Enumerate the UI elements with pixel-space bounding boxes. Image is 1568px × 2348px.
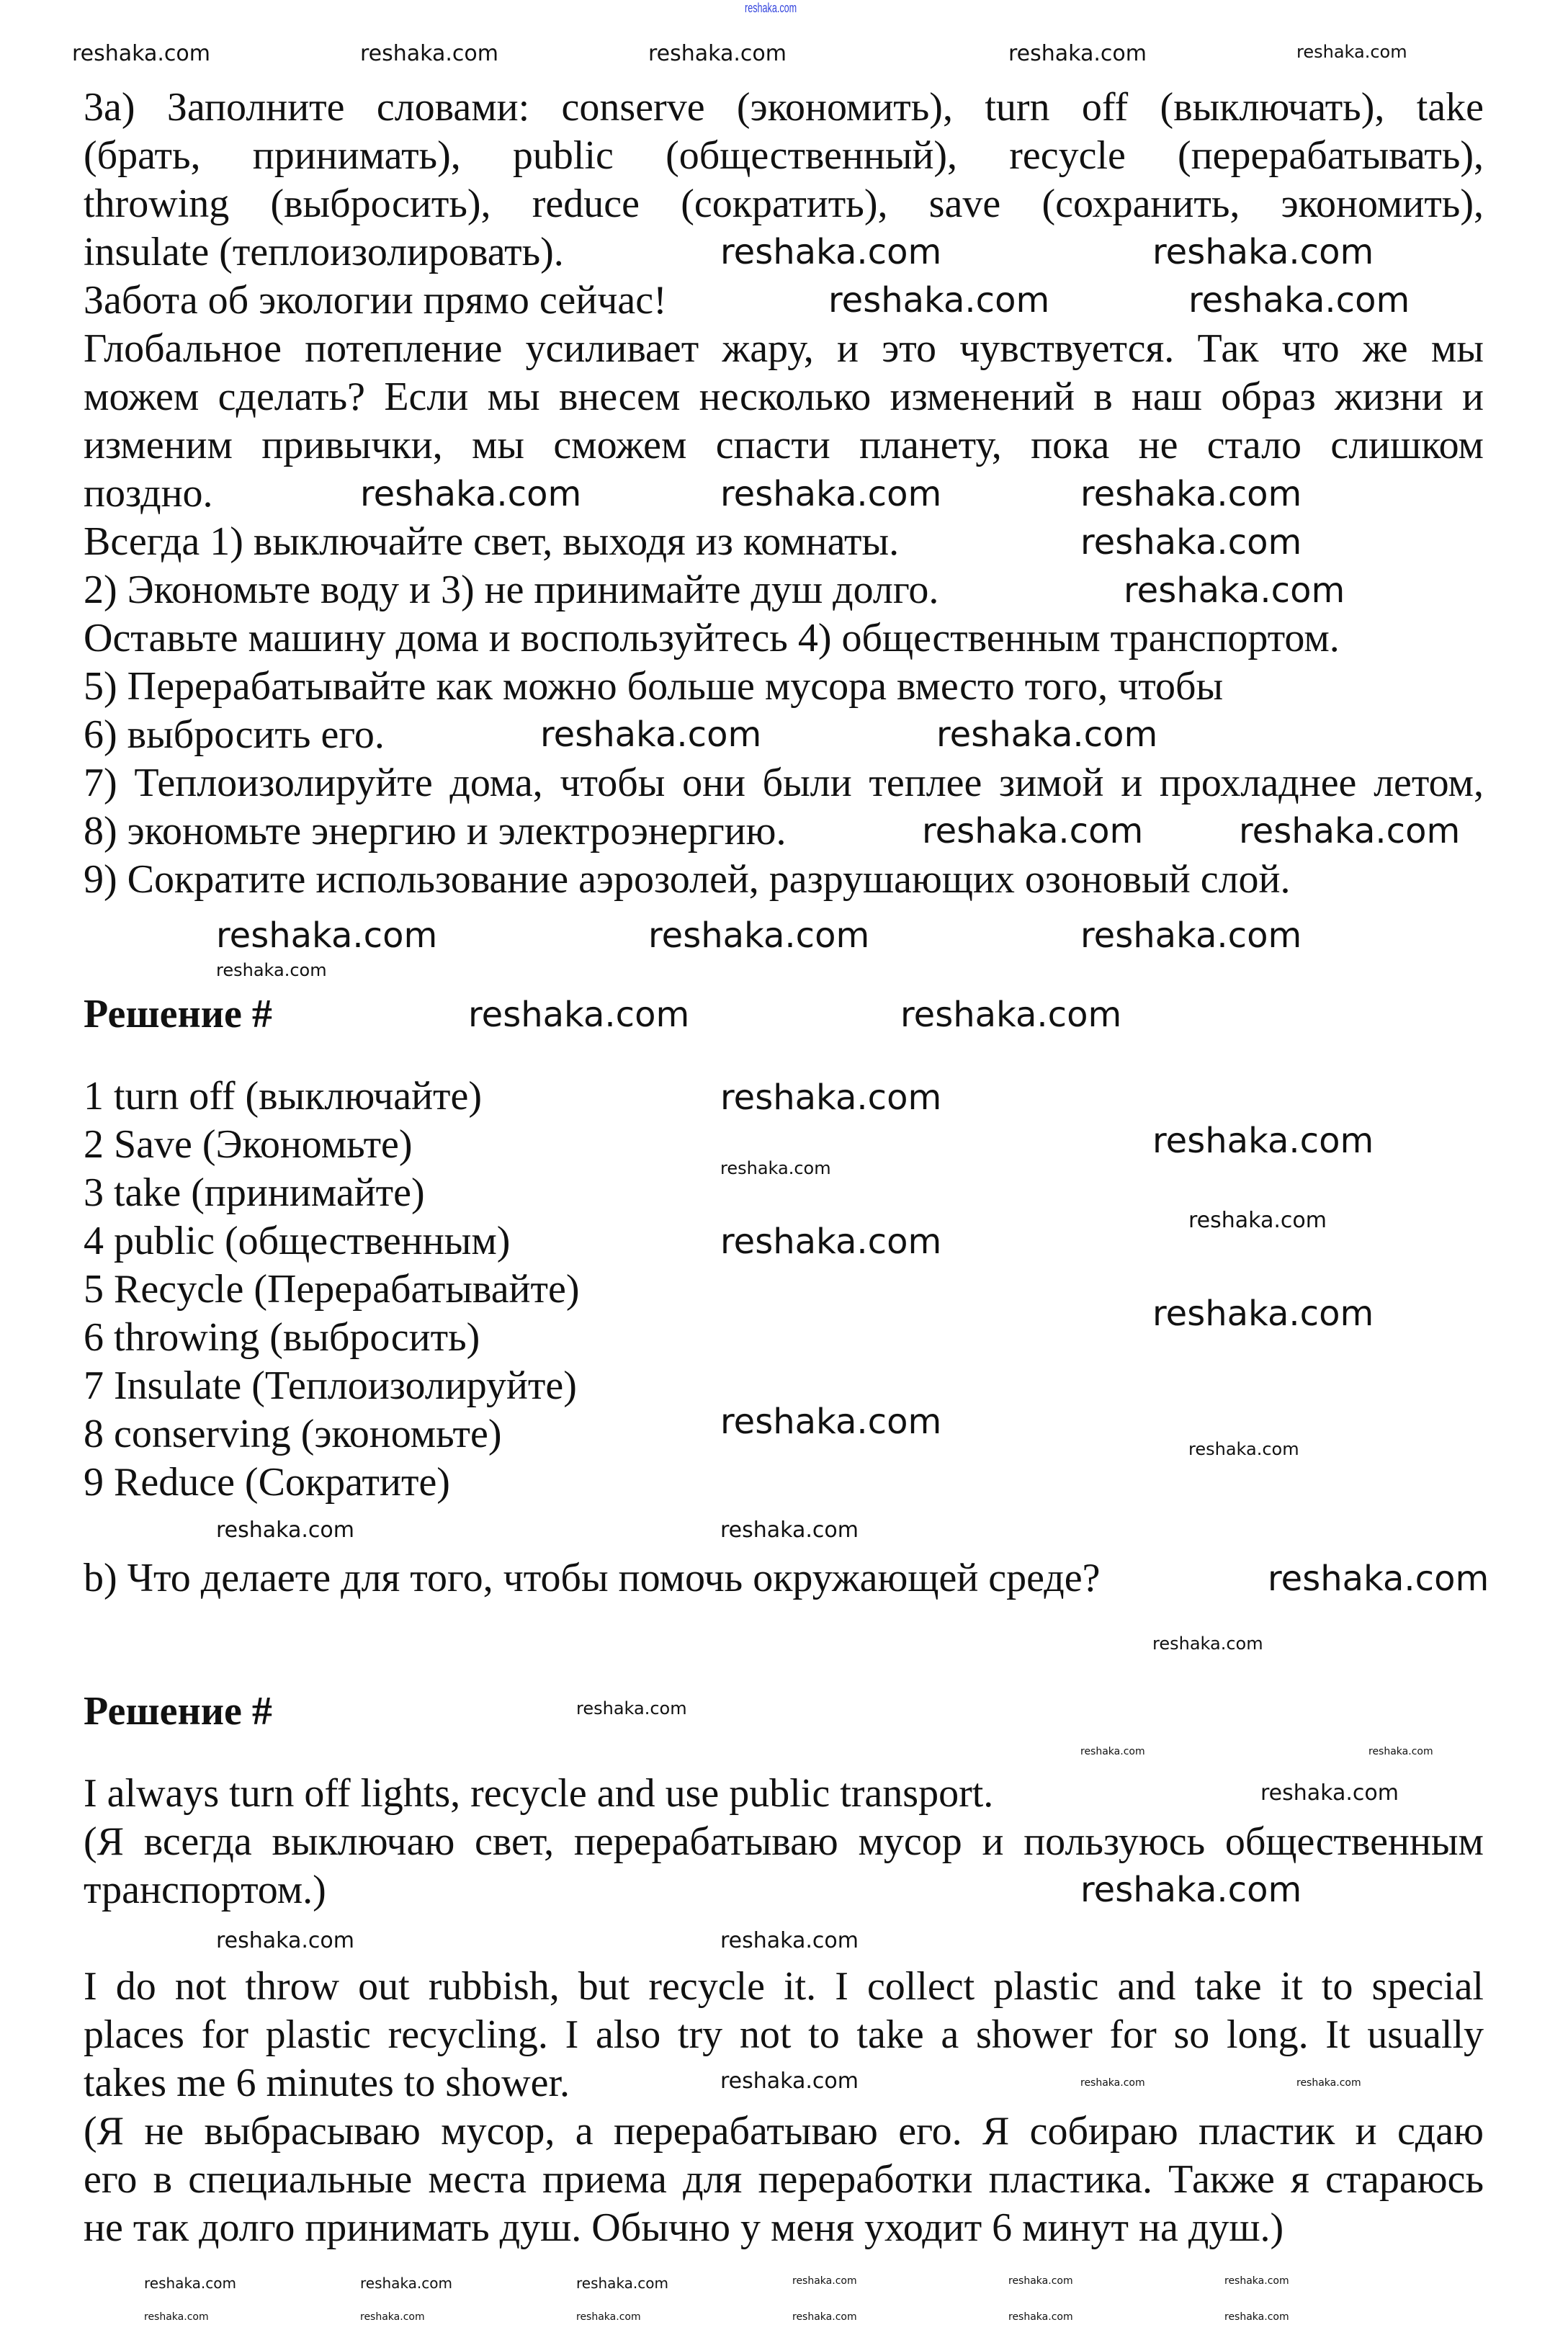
watermark: reshaka.com [828, 280, 1050, 321]
watermark: reshaka.com [216, 1518, 354, 1543]
watermark: reshaka.com [360, 41, 498, 66]
watermark: reshaka.com [900, 995, 1122, 1035]
watermark: reshaka.com [1152, 1294, 1374, 1334]
solution-heading: Решение # [84, 992, 272, 1036]
text-line: (Я всегда выключаю свет, перерабатываю мусор и пользуюсь общественным [84, 1819, 1484, 1864]
watermark: reshaka.com [360, 474, 582, 514]
text-line: Оставьте машину дома и воспользуйтесь 4) общественным транспортом. [84, 616, 1340, 660]
text-line: 3 take (принимайте) [84, 1170, 425, 1215]
watermark: reshaka.com [720, 2069, 859, 2094]
watermark: reshaka.com [1152, 232, 1374, 272]
watermark: reshaka.com [1188, 1208, 1327, 1233]
task-b-text: b) Что делаете для того, чтобы помочь окружающей среде? [84, 1556, 1101, 1600]
text-line: I always turn off lights, recycle and use public transport. [84, 1771, 994, 1816]
text-line: Всегда 1) выключайте свет, выходя из комнаты. [84, 519, 900, 564]
watermark: reshaka.com [216, 960, 327, 980]
text-line: 1 turn off (выключайте) [84, 1074, 483, 1119]
text-line: 8 conserving (экономьте) [84, 1412, 502, 1456]
text-line: изменим привычки, мы сможем спасти планету, пока не стало слишком [84, 423, 1484, 467]
watermark: reshaka.com [1008, 41, 1147, 66]
watermark: reshaka.com [216, 1928, 354, 1953]
text-line: его в специальные места приема для переработки пластика. Также я стараюсь [84, 2157, 1484, 2202]
watermark: reshaka.com [792, 2275, 857, 2287]
watermark: reshaka.com [576, 1698, 687, 1719]
text-line: 7 Insulate (Теплоизолируйте) [84, 1363, 577, 1408]
watermark: reshaka.com [1124, 570, 1345, 611]
text-line: places for plastic recycling. I also try not to take a shower for so long. It usually [84, 2012, 1484, 2057]
watermark: reshaka.com [1080, 2077, 1145, 2089]
watermark: reshaka.com [720, 474, 942, 514]
watermark: reshaka.com [720, 1402, 942, 1442]
watermark: reshaka.com [1152, 1121, 1374, 1161]
solution-heading: Решение # [84, 1689, 272, 1734]
watermark: reshaka.com [144, 2311, 209, 2323]
watermark: reshaka.com [1368, 1746, 1433, 1757]
watermark: reshaka.com [720, 232, 942, 272]
text-line: 2) Экономьте воду и 3) не принимайте душ долго. [84, 568, 939, 612]
watermark: reshaka.com [1224, 2275, 1289, 2287]
text-line: I do not throw out rubbish, but recycle it. I collect plastic and take it to special [84, 1964, 1484, 2009]
watermark: reshaka.com [1080, 1870, 1302, 1910]
watermark: reshaka.com [360, 2275, 452, 2292]
watermark: reshaka.com [1188, 1439, 1299, 1459]
text-line: takes me 6 minutes to shower. [84, 2061, 570, 2105]
watermark: reshaka.com [360, 2311, 425, 2323]
watermark: reshaka.com [1188, 280, 1410, 321]
watermark: reshaka.com [648, 915, 870, 956]
watermark: reshaka.com [216, 915, 438, 956]
text-line: 8) экономьте энергию и электроэнергию. [84, 809, 787, 853]
text-line: поздно. [84, 471, 213, 516]
watermark: reshaka.com [540, 714, 762, 755]
answer-b-paragraph-2 [84, 1963, 1484, 2252]
watermark: reshaka.com [745, 1, 797, 15]
text-line: (Я не выбрасываю мусор, а перерабатываю его. Я собираю пластик и сдаю [84, 2109, 1484, 2154]
text-line: insulate (теплоизолировать). [84, 230, 564, 274]
watermark: reshaka.com [576, 2275, 668, 2292]
watermark: reshaka.com [1239, 811, 1461, 851]
watermark: reshaka.com [576, 2311, 641, 2323]
watermark: reshaka.com [1080, 474, 1302, 514]
text-line: 4 public (общественным) [84, 1219, 511, 1263]
watermark: reshaka.com [1296, 2077, 1361, 2089]
watermark: reshaka.com [720, 1077, 942, 1118]
watermark: reshaka.com [1260, 1780, 1399, 1806]
text-line: 6) выбросить его. [84, 712, 385, 757]
watermark: reshaka.com [792, 2311, 857, 2323]
text-line: Забота об экологии прямо сейчас! [84, 278, 667, 323]
text-line: throwing (выбросить), reduce (сократить), save (сохранить, экономить), [84, 182, 1484, 226]
watermark: reshaka.com [468, 995, 690, 1035]
text-line: 9 Reduce (Сократите) [84, 1460, 450, 1505]
watermark: reshaka.com [1152, 1634, 1263, 1654]
text-line: 5 Recycle (Перерабатывайте) [84, 1267, 580, 1312]
watermark: reshaka.com [1008, 2275, 1073, 2287]
text-line: транспортом.) [84, 1868, 326, 1912]
watermark: reshaka.com [1080, 522, 1302, 563]
watermark: reshaka.com [1224, 2311, 1289, 2323]
watermark: reshaka.com [1080, 1746, 1145, 1757]
text-line: 6 throwing (выбросить) [84, 1315, 480, 1360]
watermark: reshaka.com [720, 1158, 831, 1178]
text-line: можем сделать? Если мы внесем несколько изменений в наш образ жизни и [84, 375, 1484, 419]
watermark: reshaka.com [72, 41, 210, 66]
text-line: Глобальное потепление усиливает жару, и это чувствуется. Так что же мы [84, 326, 1484, 371]
text-line: 7) Теплоизолируйте дома, чтобы они были теплее зимой и прохладнее летом, [84, 761, 1484, 805]
text-line: 5) Перерабатывайте как можно больше мусора вместо того, чтобы [84, 664, 1224, 709]
watermark: reshaka.com [720, 1928, 859, 1953]
watermark: reshaka.com [144, 2275, 236, 2292]
watermark: reshaka.com [720, 1518, 859, 1543]
text-line: не так долго принимать душ. Обычно у меня уходит 6 минут на душ.) [84, 2205, 1284, 2250]
watermark: reshaka.com [1296, 42, 1407, 62]
text-line: 9) Сократите использование аэрозолей, разрушающих озоновый слой. [84, 857, 1291, 902]
watermark: reshaka.com [1008, 2311, 1073, 2323]
text-line: 3а) Заполните словами: conserve (экономить), turn off (выключать), take [84, 85, 1484, 130]
watermark: reshaka.com [922, 811, 1144, 851]
watermark: reshaka.com [1268, 1559, 1489, 1599]
text-line: (брать, принимать), public (общественный), recycle (перерабатывать), [84, 133, 1484, 178]
watermark: reshaka.com [1080, 915, 1302, 956]
text-line: 2 Save (Экономьте) [84, 1122, 413, 1167]
watermark: reshaka.com [648, 41, 787, 66]
watermark: reshaka.com [936, 714, 1158, 755]
watermark: reshaka.com [720, 1222, 942, 1262]
